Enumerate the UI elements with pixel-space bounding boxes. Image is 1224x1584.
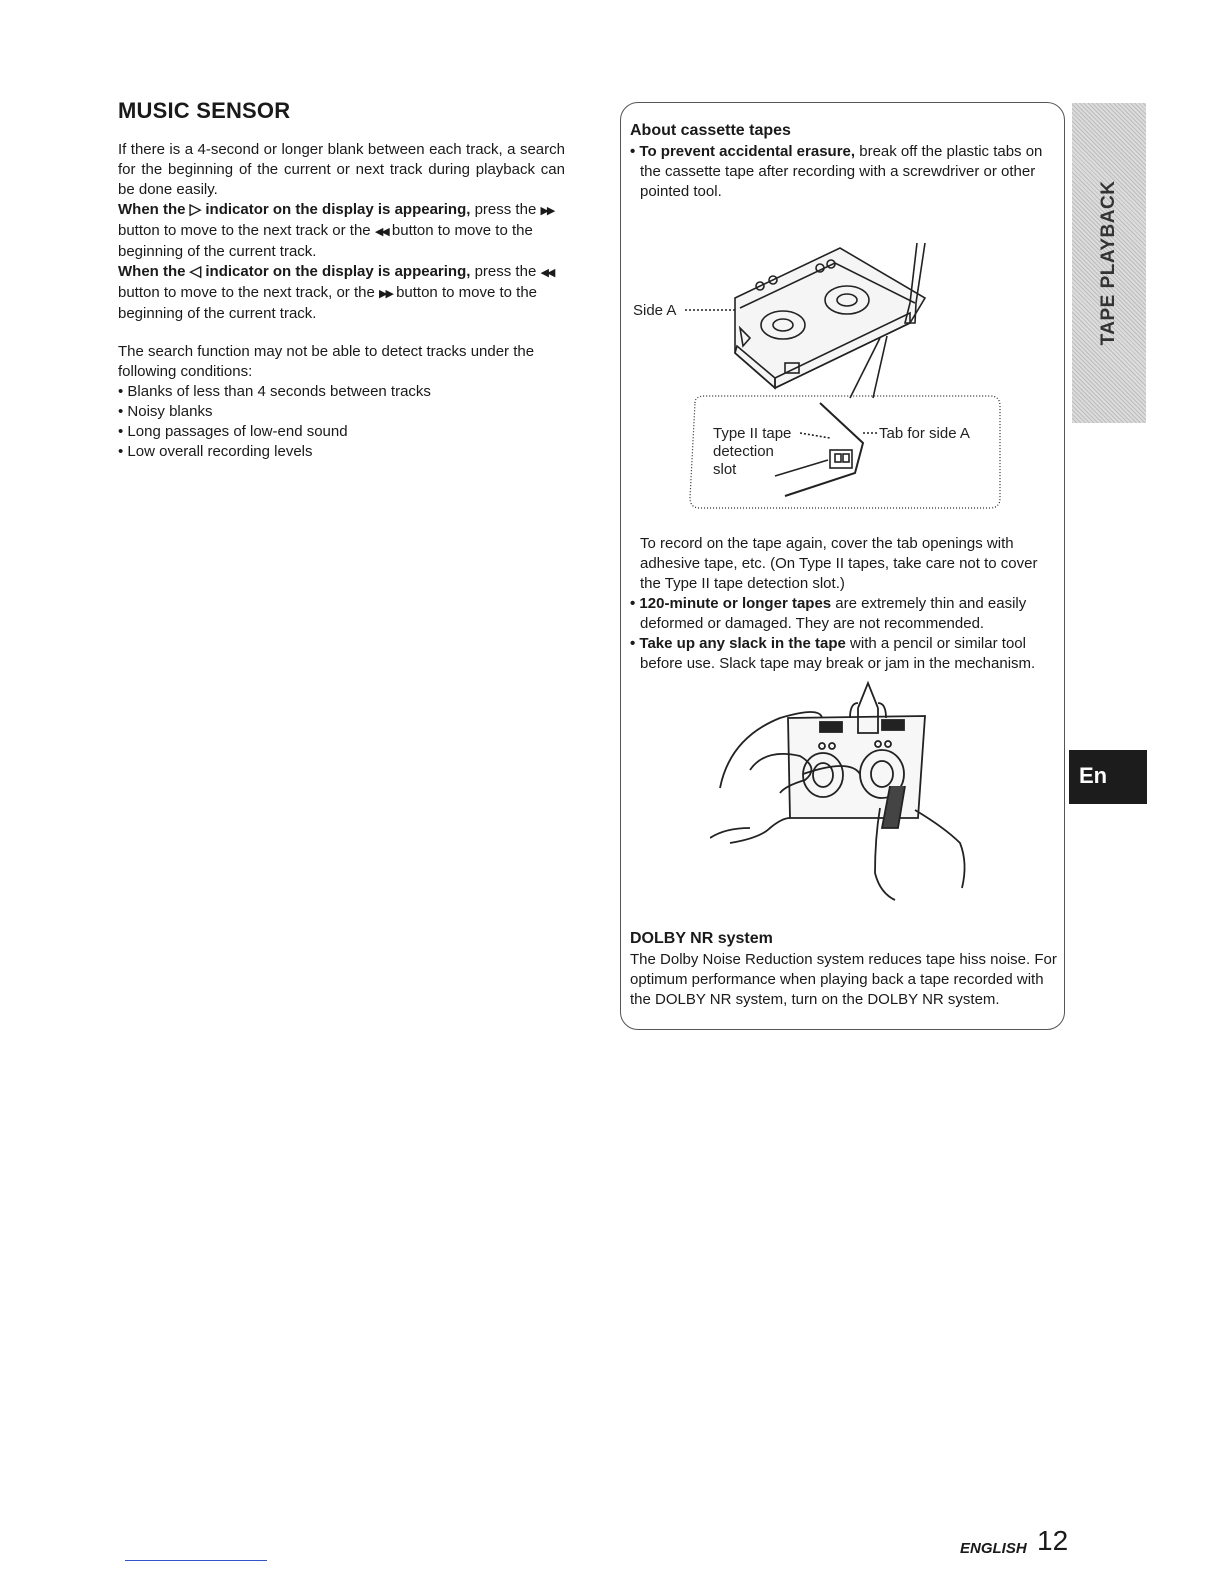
type2-label-line2: detection [713,443,774,460]
instruction-2-bold: When the ◁ indicator on the display is appearing, [118,263,471,280]
condition-item: • Noisy blanks [118,403,213,420]
section-side-tab-label [1072,103,1146,423]
page-number: 12 [1037,1525,1069,1556]
condition-item: • Low overall recording levels [118,443,313,460]
intro-paragraph: If there is a 4-second or longer blank between each track, a search for the beginning of the current or next track during playback can be done easily. [118,141,565,198]
language-tab [1069,750,1147,804]
instruction-paragraph-2 [118,262,565,324]
about-tapes-item-1 [630,142,1055,202]
long-tapes-bold: • 120-minute or longer tapes [630,595,832,612]
cassette-tab-illustration [625,228,1055,518]
section-side-tab-text: TAPE PLAYBACK [1098,180,1119,346]
instruction-2-text-c: button to move to the beginning of the current track. [118,284,537,322]
slack-bold: • Take up any slack in the tape [630,635,846,652]
long-tapes-paragraph [630,594,1055,634]
instruction-2-text-b: button to move to the next track, or the [118,284,379,301]
condition-item: • Blanks of less than 4 seconds between tracks [118,383,431,400]
slack-paragraph [630,634,1055,674]
about-tapes-title: About cassette tapes [630,122,791,139]
side-a-label: Side A [633,302,677,319]
erasure-paragraph [630,142,1055,202]
instruction-1-text-b: button to move to the next track or the [118,222,375,239]
instruction-2-text-a: press the [470,263,541,280]
footer-language: ENGLISH [960,1540,1027,1557]
slack-text: with a pencil or similar tool before use. Slack tape may break or jam in the mechanism. [640,635,1036,672]
condition-item: • Long passages of low-end sound [118,423,348,440]
about-tapes-notes [630,534,1055,674]
type2-label-line3: slot [713,461,737,478]
type2-label-line1: Type II tape [713,425,792,442]
instruction-1-text-a: press the [470,201,541,218]
dolby-title: DOLBY NR system [630,930,773,947]
bottom-rule [125,1560,267,1561]
record-again-paragraph: To record on the tape again, cover the tab openings with adhesive tape, etc. (On Type II tapes, take care not to cover the Type II tape detection slot.) [640,535,1038,592]
instruction-1-bold: When the ▷ indicator on the display is appearing, [118,201,471,218]
instruction-paragraph-1 [118,200,565,262]
rewind-icon: ◀◀ [540,267,554,279]
section-title: MUSIC SENSOR [118,98,291,123]
conditions-intro: The search function may not be able to detect tracks under the following conditions: [118,343,535,380]
music-sensor-body [118,140,565,462]
rewind-icon: ◀◀ [374,226,388,238]
long-tapes-text: are extremely thin and easily deformed or damaged. They are not recommended. [640,595,1027,632]
instruction-1-text-c: button to move to the beginning of the current track. [118,222,533,260]
erasure-text: break off the plastic tabs on the cassette tape after recording with a screwdriver or other pointed tool. [640,143,1043,200]
fast-forward-icon: ▶▶ [540,205,554,217]
take-up-slack-illustration [710,678,980,908]
fast-forward-icon: ▶▶ [378,288,392,300]
language-tab-label: En [1079,763,1108,788]
erasure-bold: • To prevent accidental erasure, [630,143,856,160]
dolby-text: The Dolby Noise Reduction system reduces tape hiss noise. For optimum performance when playing back a tape recorded with the DOLBY NR system, turn on the DOLBY NR system. [630,951,1057,1008]
tab-side-a-label: Tab for side A [879,425,970,442]
